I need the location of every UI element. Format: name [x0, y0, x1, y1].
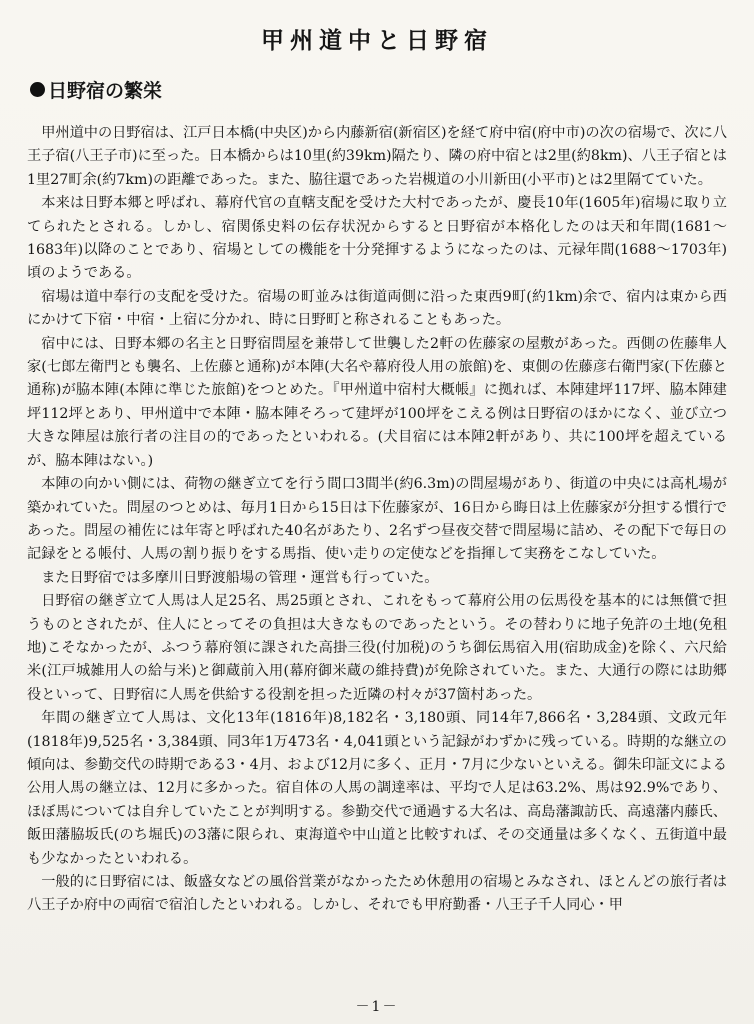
bullet-icon: [30, 82, 45, 97]
paragraph-8: 年間の継ぎ立て人馬は、文化13年(1816年)8,182名・3,180頭、同14年7,866名・3,284頭、文政元年(1818年)9,525名・3,384頭、同3年1万473名・4,041頭という記録がわずかに残っている。時期的な継立の傾向は、参勤交代の時期である3・4月、および12月に多く、正月・7月に少ないといえる。御朱印証文による公用人馬の継立は、12月に多かった。宿自体の人馬の調達率は、平均で人足は63.2%、馬は92.9%であり、ほぼ馬については自弁していたことが判明する。参勤交代で通過する大名は、高島藩諏訪氏、高遠藩内藤氏、飯田藩脇坂氏(のち堀氏)の3藩に限られ、東海道や中山道と比較すれば、その交通量は多くなく、五街道中最も少なかったといわれる。: [27, 710, 727, 867]
body-text: [27, 122, 727, 918]
paragraph-6: また日野宿では多摩川日野渡船場の管理・運営も行っていた。: [41, 569, 439, 586]
paragraph-1: 甲州道中の日野宿は、江戸日本橋(中央区)から内藤新宿(新宿区)を経て府中宿(府中市)の次の宿場で、次に八王子宿(八王子市)に至った。日本橋からは10里(約39km)隔たり、隣の府中宿とは2里(約8km)、八王子宿とは1里27町余(約7km)の距離であった。また、脇往還であった岩槻道の小川新田(小平市)とは2里隔てていた。: [27, 125, 727, 188]
paragraph-3: 宿場は道中奉行の支配を受けた。宿場の町並みは街道両側に沿った東西9町(約1km)余で、宿内は東から西にかけて下宿・中宿・上宿に分かれ、時に日野町と称されることもあった。: [27, 288, 727, 329]
paragraph-7: 日野宿の継ぎ立て人馬は人足25名、馬25頭とされ、これをもって幕府公用の伝馬役を基本的には無償で担うものとされたが、住人にとってその負担は大きなものであったという。その替わりに地子免許の土地(免租地)こそなかったが、ふつう幕府領に課された高掛三役(付加税)のうち御伝馬宿入用(宿助成金)を除く、六尺給米(江戸城雑用人の給与米)と御蔵前入用(幕府御米蔵の維持費)が免除されていた。また、大通行の際には助郷役といって、日野宿に人馬を供給する役割を担った近隣の村々が37箇村あった。: [27, 593, 727, 703]
section-heading-text: 日野宿の繁栄: [48, 80, 163, 102]
paragraph-5: 本陣の向かい側には、荷物の継ぎ立てを行う間口3間半(約6.3m)の問屋場があり、街道の中央には高札場が築かれていた。問屋のつとめは、毎月1日から15日は下佐藤家が、16日から晦日は上佐藤家が分担する慣行であった。問屋の補佐には年寄と呼ばれた40名があたり、2名ずつ昼夜交替で問屋場に詰め、その配下で毎日の記録をとる帳付、人馬の割り振りをする馬指、使い走りの定使などを指揮して実務をこなしていた。: [27, 476, 727, 563]
paragraph-2: 本来は日野本郷と呼ばれ、幕府代官の直轄支配を受けた大村であったが、慶長10年(1605年)宿場に取り立てられたとされる。しかし、宿関係史料の伝存状況からすると日野宿が本格化したのは天和年間(1681～1683年)以降のことであり、宿場としての機能を十分発揮するようになったのは、元禄年間(1688～1703年)頃のようである。: [27, 195, 727, 282]
paragraph-4: 宿中には、日野本郷の名主と日野宿問屋を兼帯して世襲した2軒の佐藤家の屋敷があった。西側の佐藤隼人家(七郎左衛門とも襲名、上佐藤と通称)が本陣(大名や幕府役人用の旅館)を、東側の佐藤彦右衛門家(下佐藤と通称)が脇本陣(本陣に準じた旅館)をつとめた。『甲州道中宿村大概帳』に拠れば、本陣建坪117坪、脇本陣建坪112坪とあり、甲州道中で本陣・脇本陣そろって建坪が100坪をこえる例は日野宿のほかになく、並び立つ大きな陣屋は旅行者の注目の的であったといわれる。(犬目宿には本陣2軒があり、共に100坪を超えているが、脇本陣はない。): [27, 335, 727, 469]
page-title: 甲州道中と日野宿: [261, 28, 493, 54]
page-number: －1－: [355, 999, 399, 1015]
paragraph-9: 一般的に日野宿には、飯盛女などの風俗営業がなかったため休憩用の宿場とみなされ、ほとんどの旅行者は八王子か府中の両宿で宿泊したといわれる。しかし、それでも甲府勤番・八王子千人同心・甲: [27, 874, 727, 914]
section-heading: [30, 76, 162, 103]
